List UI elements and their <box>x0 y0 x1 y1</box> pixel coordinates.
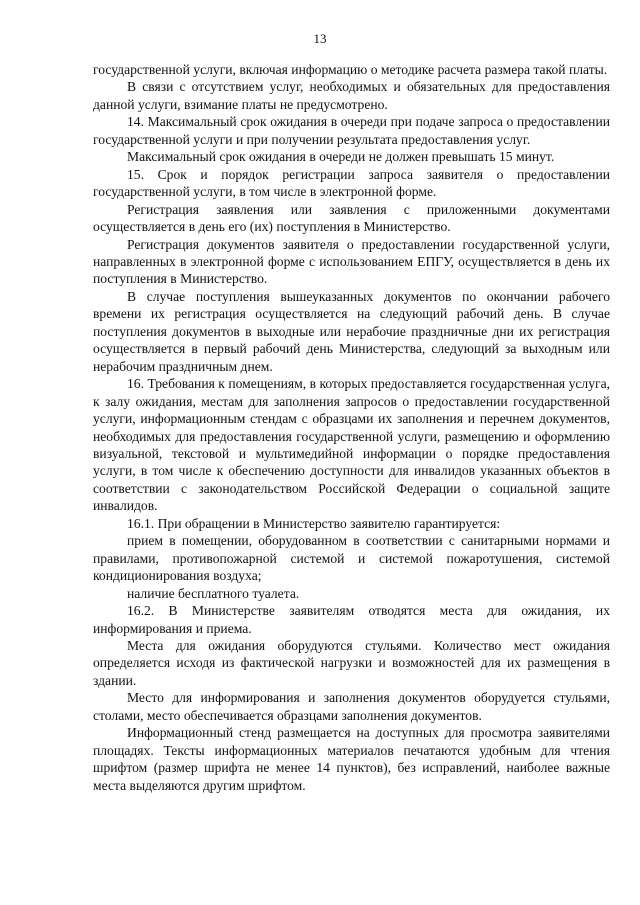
paragraph-7: Регистрация документов заявителя о предоставлении государственной услуги, направленных в электронной форме с использованием ЕПГУ, осуществляется в день их поступления в Министерство. <box>93 236 610 287</box>
paragraph-10: 16.1. При обращении в Министерство заявителю гарантируется: <box>127 515 501 531</box>
page-number: 13 <box>313 31 327 46</box>
paragraph-9: 16. Требования к помещениям, в которых предоставляется государственная услуга, к залу ожидания, местам для заполнения запросов о предоставлении государственной услуги, информационным стендам с образцами их заполнения и перечнем документов, необходимых для предоставления государственной услуги, размещению и оформлению визуальной, текстовой и мультимедийной информации о порядке предоставления услуги, в том числе к обеспечению доступности для инвалидов указанных объектов в соответствии с законодательством Российской Федерации о социальной защите инвалидов. <box>93 376 610 514</box>
paragraph-13: 16.2. В Министерстве заявителям отводятся места для ожидания, их информирования и приема. <box>93 603 610 636</box>
paragraph-15: Место для информирования и заполнения документов оборудуется стульями, столами, место обеспечивается образцами заполнения документов. <box>93 690 610 723</box>
paragraph-3: 14. Максимальный срок ожидания в очереди при подаче запроса о предоставлении государственной услуги и при получении результата предоставления услуг. <box>93 114 610 147</box>
paragraph-6: Регистрация заявления или заявления с приложенными документами осуществляется в день его (их) поступления в Министерство. <box>93 201 610 235</box>
paragraph-8: В случае поступления вышеуказанных документов по окончании рабочего времени их регистрация осуществляется на следующий рабочий день. В случае поступления документов в выходные или нерабочие праздничные дни их регистрация осуществляется в первый рабочий день Министерства, следующий за выходным или нерабочим праздничным днем. <box>93 288 610 374</box>
paragraph-12: наличие бесплатного туалета. <box>127 585 300 601</box>
paragraph-1: государственной услуги, включая информацию о методике расчета размера такой платы. <box>93 62 608 77</box>
paragraph-5: 15. Срок и порядок регистрации запроса заявителя о предоставлении государственной услуги, в том числе в электронной форме. <box>93 166 610 200</box>
paragraph-4: Максимальный срок ожидания в очереди не должен превышать 15 минут. <box>127 149 555 165</box>
paragraph-11: прием в помещении, оборудованном в соответствии с санитарными нормами и правилами, противопожарной системой и системой пожаротушения, системой кондиционирования воздуха; <box>93 533 610 584</box>
paragraph-2: В связи с отсутствием услуг, необходимых и обязательных для предоставления данной услуги, взимание платы не предусмотрено. <box>93 79 610 112</box>
paragraph-14: Места для ожидания оборудуются стульями. Количество мест ожидания определяется исходя из фактической нагрузки и возможностей для их размещения в здании. <box>93 637 610 688</box>
document-body <box>93 61 610 794</box>
paragraph-16: Информационный стенд размещается на доступных для просмотра заявителями площадях. Тексты информационных материалов печатаются удобным для чтения шрифтом (размер шрифта не менее 14 пунктов), без исправлений, наиболее важные места выделяются другим шрифтом. <box>93 725 610 793</box>
